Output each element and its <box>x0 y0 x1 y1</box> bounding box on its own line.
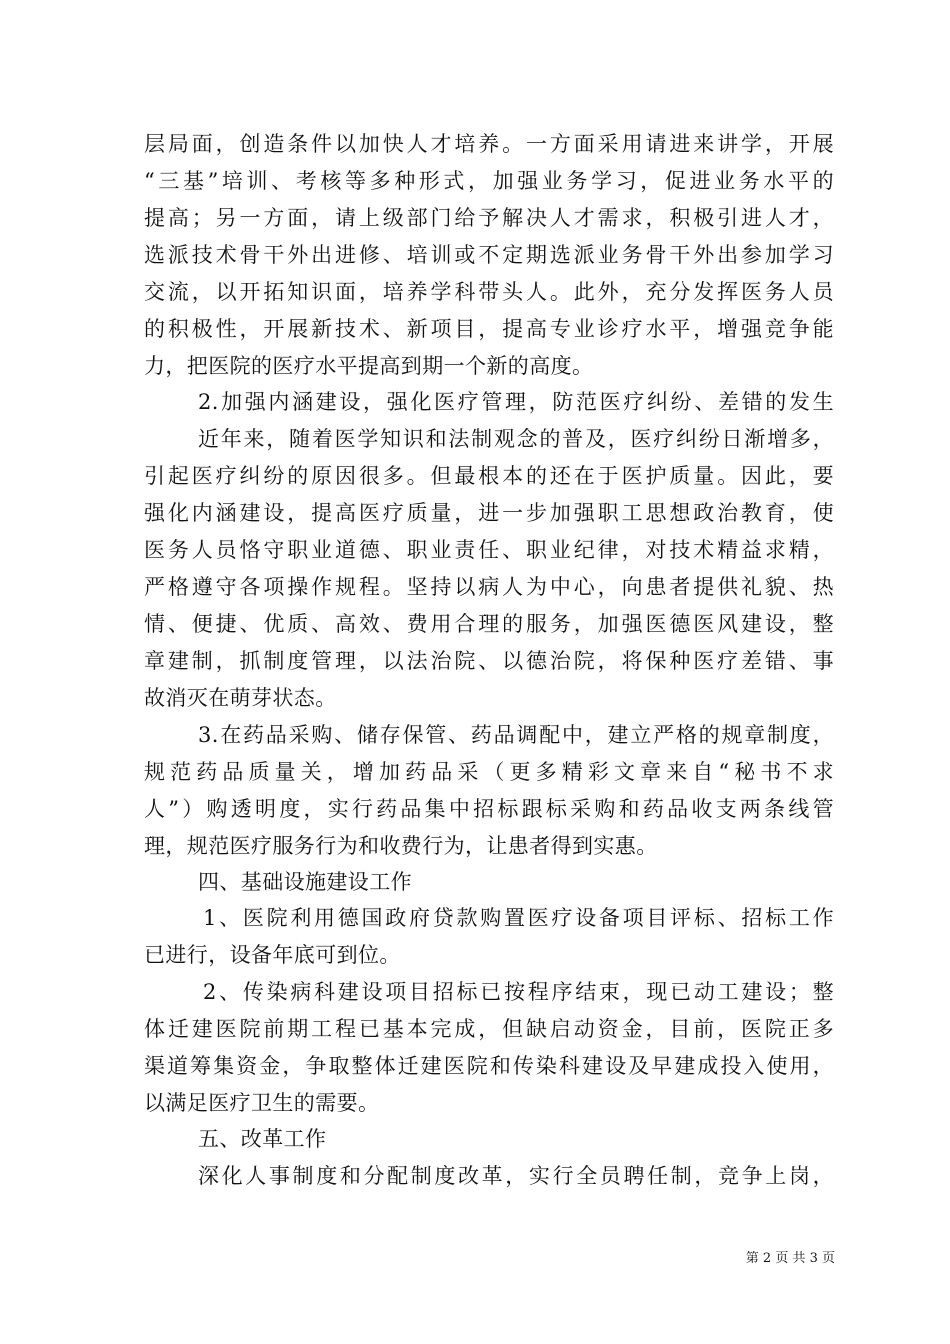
body-text-line: 医务人员恪守职业道德、职业责任、职业纪律，对技术精益求精， <box>144 538 834 562</box>
body-text-line: 人”）购透明度，实行药品集中招标跟标采购和药品收支两条线管 <box>144 797 834 821</box>
body-text-line: 选派技术骨干外出进修、培训或不定期选派业务骨干外出参加学习 <box>144 243 834 267</box>
body-text-line: 提高；另一方面，请上级部门给予解决人才需求，积极引进人才， <box>144 206 834 230</box>
body-text-line: 力，把医院的医疗水平提高到期一个新的高度。 <box>144 354 594 378</box>
body-text-line: “三基”培训、考核等多种形式，加强业务学习，促进业务水平的 <box>144 169 834 193</box>
body-text-line: 已进行，设备年底可到位。 <box>144 943 401 967</box>
body-text-line: 故消灭在萌芽状态。 <box>144 686 337 710</box>
section-heading: 四、基础设施建设工作 <box>198 870 412 894</box>
paragraph-first-line: 1、医院利用德国政府贷款购置医疗设备项目评标、招标工作 <box>203 906 834 930</box>
body-text-line: 严格遵守各项操作规程。坚持以病人为中心，向患者提供礼貌、热 <box>144 575 834 599</box>
body-text-line: 体迁建医院前期工程已基本完成，但缺启动资金，目前，医院正多 <box>144 1017 834 1041</box>
paragraph-first-line: 3.在药品采购、储存保管、药品调配中，建立严格的规章制度， <box>198 723 834 747</box>
body-text-line: 的积极性，开展新技术、新项目，提高专业诊疗水平，增强竞争能 <box>144 317 834 341</box>
body-text-line: 规范药品质量关，增加药品采（更多精彩文章来自“秘书不求 <box>144 760 834 784</box>
body-text-line: 层局面，创造条件以加快人才培养。一方面采用请进来讲学，开展 <box>144 132 834 156</box>
paragraph-first-line: 近年来，随着医学知识和法制观念的普及，医疗纠纷日渐增多， <box>198 427 834 451</box>
paragraph-first-line: 2、传染病科建设项目招标已按程序结束，现已动工建设；整 <box>203 980 834 1004</box>
body-text-line: 以满足医疗卫生的需要。 <box>144 1091 380 1115</box>
body-text-line: 情、便捷、优质、高效、费用合理的服务，加强医德医风建设，整 <box>144 612 834 636</box>
body-text-line: 引起医疗纠纷的原因很多。但最根本的还在于医护质量。因此，要 <box>144 464 834 488</box>
paragraph-first-line: 深化人事制度和分配制度改革，实行全员聘任制，竞争上岗， <box>198 1164 834 1188</box>
body-text-line: 交流，以开拓知识面，培养学科带头人。此外，充分发挥医务人员 <box>144 280 834 304</box>
page-number-footer: 第 2 页 共 3 页 <box>745 1251 835 1266</box>
body-text-line: 渠道筹集资金，争取整体迁建医院和传染科建设及早建成投入使用， <box>144 1054 834 1078</box>
section-heading: 2.加强内涵建设，强化医疗管理，防范医疗纠纷、差错的发生 <box>198 390 834 414</box>
body-text-line: 强化内涵建设，提高医疗质量，进一步加强职工思想政治教育，使 <box>144 501 834 525</box>
section-heading: 五、改革工作 <box>198 1127 327 1151</box>
body-text-line: 章建制，抓制度管理，以法治院、以德治院，将保种医疗差错、事 <box>144 649 834 673</box>
body-text-line: 理，规范医疗服务行为和收费行为，让患者得到实惠。 <box>144 834 658 858</box>
